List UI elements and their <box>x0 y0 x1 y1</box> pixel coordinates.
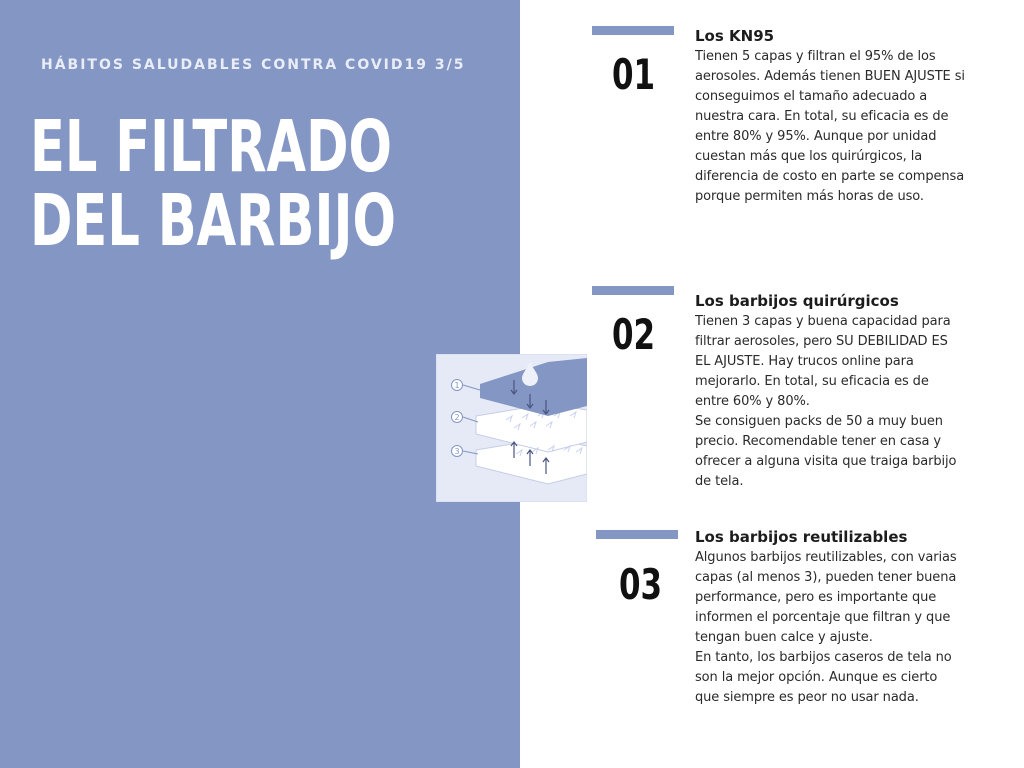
item-3-accent-bar <box>596 530 678 539</box>
title-line-1: EL FILTRADO <box>30 105 392 188</box>
layer-2-label: 2 <box>454 413 460 422</box>
item-2-body-2: Se consiguen packs de 50 a muy buen precio. Recomendable tener en casa y ofrecer a alguna visita que traiga barbijo de tela. <box>695 414 957 489</box>
layer-3-label: 3 <box>454 447 460 456</box>
item-3-title: Los barbijos reutilizables <box>695 528 908 546</box>
page-title <box>30 105 396 262</box>
layer-1-label: 1 <box>454 381 460 390</box>
item-3-body-2: En tanto, los barbijos caseros de tela no son la mejor opción. Aunque es cierto que siempre es peor no usar nada. <box>695 650 952 705</box>
item-3-body: Algunos barbijos reutilizables, con varias capas (al menos 3), pueden tener buena performance, pero es importante que informen el porcentaje que filtran y que tengan buen calce y ajuste. <box>695 550 957 645</box>
item-3 <box>695 527 965 708</box>
item-1-number: 01 <box>612 50 656 99</box>
item-3-number: 03 <box>619 560 663 609</box>
item-1-accent-bar <box>592 26 674 35</box>
item-2 <box>695 291 965 492</box>
item-2-title: Los barbijos quirúrgicos <box>695 292 899 310</box>
item-2-accent-bar <box>592 286 674 295</box>
item-2-body: Tienen 3 capas y buena capacidad para filtrar aerosoles, pero SU DEBILIDAD ES EL AJUSTE. Hay trucos online para mejorarlo. En total, su eficacia es de entre 60% y 80%. <box>695 314 951 409</box>
item-1-body: Tienen 5 capas y filtran el 95% de los aerosoles. Además tienen BUEN AJUSTE si conseguimos el tamaño adecuado a nuestra cara. En total, su eficacia es de entre 80% y 95%. Aunque por unidad cuestan más que los quirúrgicos, la diferencia de costo en parte se compensa porque permiten más horas de uso. <box>695 49 965 204</box>
title-line-2: DEL BARBIJO <box>30 179 396 262</box>
item-2-number: 02 <box>612 310 656 359</box>
item-1 <box>695 26 965 207</box>
series-kicker: HÁBITOS SALUDABLES CONTRA COVID19 3/5 <box>41 57 466 73</box>
item-1-title: Los KN95 <box>695 27 775 45</box>
mask-layers-illustration <box>436 354 587 502</box>
